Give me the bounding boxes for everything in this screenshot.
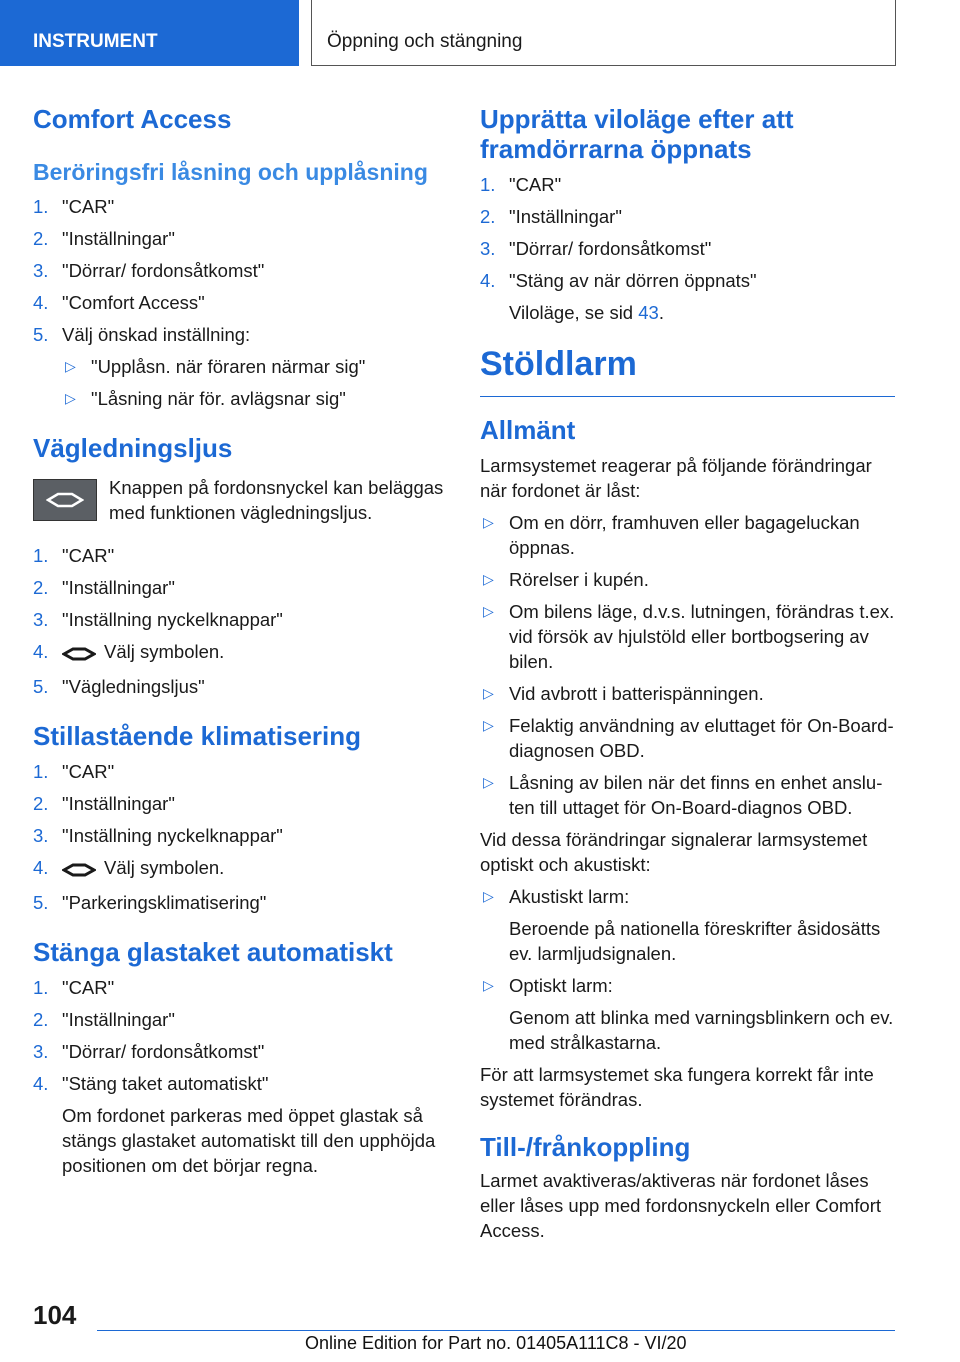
header-chapter-tab — [311, 0, 896, 66]
step-number: 2. — [33, 793, 49, 814]
page-reference-link[interactable]: 43 — [638, 302, 659, 323]
step-item — [33, 639, 453, 667]
step-text: "Stäng av när dörren öppnats" — [509, 270, 757, 291]
step-number: 1. — [33, 761, 49, 782]
step-text: "Dörrar/ fordonsåtkomst" — [509, 238, 712, 259]
step-item — [33, 1071, 453, 1178]
rest-mode-steps — [480, 172, 895, 325]
alarm-trigger-item — [480, 599, 895, 674]
step-number: 3. — [480, 238, 496, 259]
alarm-trigger-list — [480, 510, 895, 820]
right-column — [480, 100, 895, 1250]
alarm-trigger-text: Felaktig användning av eluttaget för On-Board-diagnosen OBD. — [509, 715, 894, 761]
step-number: 2. — [480, 206, 496, 227]
step-number: 5. — [33, 892, 49, 913]
alarm-closing: För att larmsystemet ska fungera korrekt får inte systemet förändras. — [480, 1064, 874, 1110]
alarm-toggle-text: Larmet avaktiveras/aktiveras när fordonet låses eller låses upp med fordonsnyckeln eller Comfort Access. — [480, 1170, 882, 1241]
step-number: 3. — [33, 1041, 49, 1062]
step-item — [33, 226, 453, 251]
step-number: 2. — [33, 1009, 49, 1030]
step-item — [33, 1007, 453, 1032]
alarm-trigger-item — [480, 510, 895, 560]
option-item — [62, 386, 453, 411]
step-options — [62, 354, 453, 411]
alarm-trigger-text: Om en dörr, framhuven eller bagageluckan öppnas. — [509, 512, 860, 558]
alarm-signal-detail: Genom att blinka med varningsblinkern och ev. med strålkastarna. — [509, 1007, 894, 1053]
step-item — [33, 855, 453, 883]
step-text: "Dörrar/ fordonsåtkomst" — [62, 260, 265, 281]
step-number: 4. — [33, 1073, 49, 1094]
guide-light-icon — [46, 492, 84, 508]
bullet-triangle-icon: ▷ — [65, 358, 76, 374]
step-number: 3. — [33, 260, 49, 281]
alarm-signal-list — [480, 884, 895, 1055]
step-number: 4. — [33, 292, 49, 313]
guide-light-title: Vägledningsljus — [33, 433, 233, 463]
step-text: "Inställning nyckelknappar" — [62, 825, 283, 846]
step-number: 5. — [33, 676, 49, 697]
comfort-access-steps — [33, 194, 453, 411]
comfort-access-title: Comfort Access — [33, 104, 232, 134]
step-text: "CAR" — [62, 196, 115, 217]
footer-rule — [97, 1330, 895, 1331]
footer-edition: Online Edition for Part no. 01405A111C8 - VI/20 — [305, 1333, 687, 1353]
step-item — [33, 791, 453, 816]
step-number: 2. — [33, 577, 49, 598]
step-item — [33, 975, 453, 1000]
bullet-triangle-icon: ▷ — [65, 390, 76, 406]
step-item — [33, 290, 453, 315]
step-number: 3. — [33, 609, 49, 630]
roof-title: Stänga glastaket automatiskt — [33, 937, 393, 967]
rest-note-prefix: Viloläge, se sid — [509, 302, 639, 323]
alarm-signal-item — [480, 973, 895, 1055]
step-item — [33, 258, 453, 283]
alarm-toggle-title: Till-/frånkoppling — [480, 1132, 691, 1162]
step-item — [33, 1039, 453, 1064]
bullet-triangle-icon: ▷ — [483, 685, 494, 701]
step-item — [33, 759, 453, 784]
step-item — [33, 674, 453, 699]
climate-steps — [33, 759, 453, 915]
step-text: "Parkeringsklimatisering" — [62, 892, 267, 913]
alarm-general-intro: Larmsystemet reagerar på följande förändringar när fordonet är låst: — [480, 455, 872, 501]
step-text: "CAR" — [62, 545, 115, 566]
roof-steps — [33, 975, 453, 1178]
step-note — [62, 1103, 453, 1178]
step-number: 4. — [33, 641, 49, 662]
page-number: 104 — [33, 1300, 77, 1330]
step-number: 2. — [33, 228, 49, 249]
roof-note-text: Om fordonet parkeras med öppet glastak så stängs glastaket automatiskt till den upphöjda positionen om det börjar regna. — [62, 1105, 436, 1176]
alarm-title-rule — [480, 396, 895, 397]
step-text: "Inställningar" — [62, 577, 175, 598]
comfort-access-subtitle: Beröringsfri låsning och upplåsning — [33, 159, 428, 185]
bullet-triangle-icon: ▷ — [483, 888, 494, 904]
climate-title: Stillastående klimatisering — [33, 721, 362, 751]
rest-mode-title: Upprätta viloläge efter att framdörrarna öppnats — [480, 104, 794, 164]
left-column — [33, 100, 453, 1185]
step-number: 5. — [33, 324, 49, 345]
key-button-symbol-icon — [62, 863, 96, 877]
step-text: "Inställningar" — [62, 228, 175, 249]
alarm-trigger-item — [480, 770, 895, 820]
step-text: "Inställningar" — [62, 793, 175, 814]
step-text: "Stäng taket automatiskt" — [62, 1073, 269, 1094]
alarm-title: Stöldlarm — [480, 345, 637, 383]
alarm-signal-detail: Beroende på nationella föreskrifter åsidosätts ev. larmljudsignalen. — [509, 918, 881, 964]
step-item — [33, 890, 453, 915]
header-section-label: INSTRUMENT — [33, 31, 158, 52]
bullet-triangle-icon: ▷ — [483, 603, 494, 619]
bullet-triangle-icon: ▷ — [483, 717, 494, 733]
step-text: "Inställning nyckelknappar" — [62, 609, 283, 630]
alarm-trigger-text: Vid avbrott i batterispänningen. — [509, 683, 764, 704]
step-text: "CAR" — [62, 761, 115, 782]
step-text: "Inställningar" — [509, 206, 622, 227]
step-item — [33, 575, 453, 600]
step-text: Välj symbolen. — [104, 641, 225, 662]
step-item — [480, 236, 895, 261]
header-chapter-label: Öppning och stängning — [327, 31, 523, 52]
step-item — [33, 322, 453, 411]
bullet-triangle-icon: ▷ — [483, 514, 494, 530]
bullet-triangle-icon: ▷ — [483, 774, 494, 790]
step-item — [480, 268, 895, 325]
alarm-trigger-text: Rörelser i kupén. — [509, 569, 649, 590]
alarm-general-title: Allmänt — [480, 415, 576, 445]
alarm-signal-title: Akustiskt larm: — [509, 886, 630, 907]
inline-symbol — [62, 642, 96, 667]
guide-light-steps — [33, 543, 453, 699]
step-item — [480, 204, 895, 229]
guide-light-button-image — [33, 479, 97, 521]
option-item — [62, 354, 453, 379]
inline-symbol — [62, 858, 96, 883]
step-text: Välj symbolen. — [104, 857, 225, 878]
guide-light-description: Knappen på fordonsnyckel kan beläggas med funktionen vägledningsljus. — [109, 477, 444, 523]
step-note — [509, 300, 895, 325]
header-section-tab — [0, 0, 299, 66]
guide-light-intro — [33, 475, 453, 525]
step-item — [480, 172, 895, 197]
step-item — [33, 823, 453, 848]
step-number: 4. — [33, 857, 49, 878]
alarm-trigger-text: Om bilens läge, d.v.s. lutningen, förändras t.ex. vid försök av hjulstöld eller bortbogsering av bilen. — [509, 601, 895, 672]
alarm-trigger-item — [480, 713, 895, 763]
step-item — [33, 543, 453, 568]
alarm-signal-item — [480, 884, 895, 966]
step-text: "CAR" — [62, 977, 115, 998]
alarm-signal-title: Optiskt larm: — [509, 975, 613, 996]
step-text: Välj önskad inställning: — [62, 324, 251, 345]
step-item — [33, 194, 453, 219]
step-number: 4. — [480, 270, 496, 291]
rest-note-suffix: . — [658, 302, 664, 323]
step-number: 1. — [33, 977, 49, 998]
alarm-trigger-text: Låsning av bilen när det finns en enhet ansluten till uttaget för On-Board-diagnos OBD. — [509, 772, 883, 818]
bullet-triangle-icon: ▷ — [483, 977, 494, 993]
alarm-trigger-item — [480, 681, 895, 706]
step-number: 1. — [33, 196, 49, 217]
option-text: "Upplåsn. när föraren närmar sig" — [91, 356, 366, 377]
step-text: "Dörrar/ fordonsåtkomst" — [62, 1041, 265, 1062]
alarm-trigger-item — [480, 567, 895, 592]
bullet-triangle-icon: ▷ — [483, 571, 494, 587]
step-number: 3. — [33, 825, 49, 846]
key-button-symbol-icon — [62, 647, 96, 661]
step-number: 1. — [33, 545, 49, 566]
step-item — [33, 607, 453, 632]
option-text: "Låsning när för. avlägsnar sig" — [91, 388, 346, 409]
step-number: 1. — [480, 174, 496, 195]
step-text: "CAR" — [509, 174, 562, 195]
step-text: "Vägledningsljus" — [62, 676, 205, 697]
alarm-signal-intro: Vid dessa förändringar signalerar larmsystemet optiskt och akustiskt: — [480, 829, 868, 875]
step-text: "Comfort Access" — [62, 292, 205, 313]
step-text: "Inställningar" — [62, 1009, 175, 1030]
